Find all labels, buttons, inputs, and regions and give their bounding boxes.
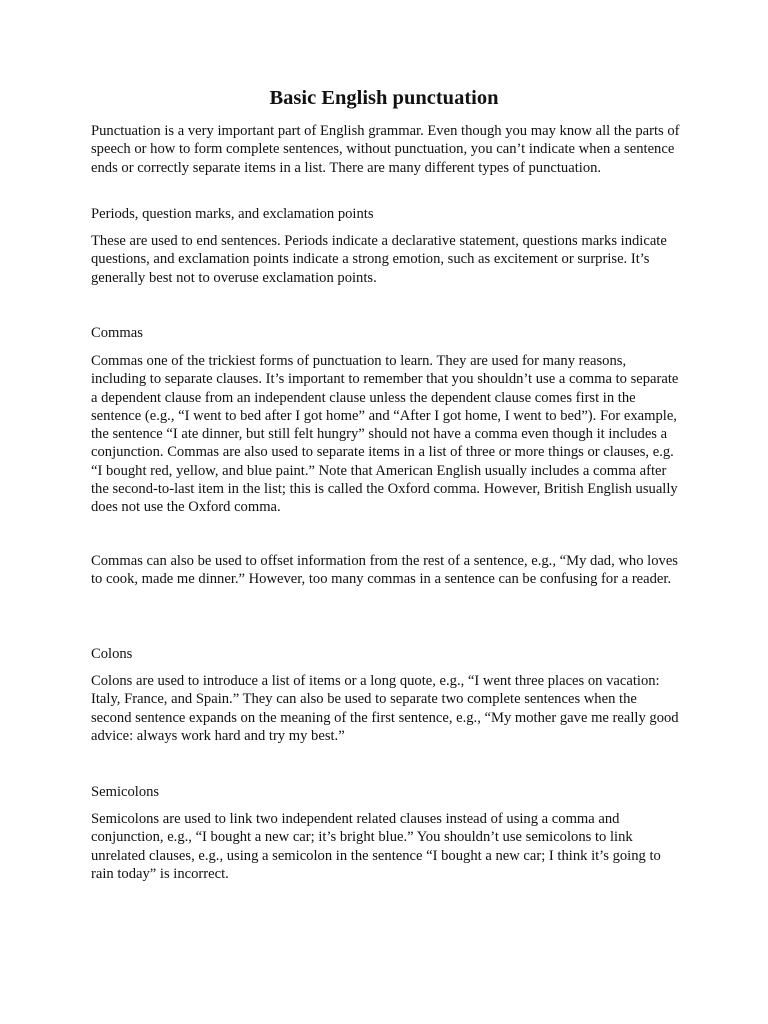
section-heading-semicolons: Semicolons [91, 784, 160, 800]
intro-paragraph: Punctuation is a very important part of English grammar. Even though you may know all the parts of speech or how to form complete sentences, without punctuation, you can’t indicate when a sentence ends or correctly separate items in a list. There are many different types of punctuation. [91, 123, 680, 176]
section-paragraph-commas-2: Commas can also be used to offset information from the rest of a sentence, e.g., “My dad, who loves to cook, made me dinner.” However, too many commas in a sentence can be confusing for a reader. [91, 553, 678, 588]
section-heading-colons: Colons [91, 646, 133, 662]
section-paragraph-commas-1: Commas one of the trickiest forms of punctuation to learn. They are used for many reasons, including to separate clauses. It’s important to remember that you shouldn’t use a comma to separate a dependent clause from an independent clause unless the dependent clause comes first in the sentence (e.g., “I went to bed after I got home” and “After I got home, I went to bed”). For example, the sentence “I ate dinner, but still felt hungry” should not have a comma even though it includes a conjunction. Commas are also used to separate items in a list of three or more things or clauses, e.g. “I bought red, yellow, and blue paint.” Note that American English usually includes a comma after the second-to-last item in the list; this is called the Oxford comma. However, British English usually does not use the Oxford comma. [91, 353, 679, 516]
section-paragraph-colons: Colons are used to introduce a list of items or a long quote, e.g., “I went three places on vacation: Italy, France, and Spain.” They can also be used to separate two complete sentences when the second sentence expands on the meaning of the first sentence, e.g., “My mother gave me really good advice: always work hard and try my best.” [91, 673, 679, 744]
document-title: Basic English punctuation [269, 87, 499, 109]
section-heading-periods: Periods, question marks, and exclamation points [91, 206, 374, 222]
section-paragraph-periods: These are used to end sentences. Periods indicate a declarative statement, questions marks indicate questions, and exclamation points indicate a strong emotion, such as excitement or surprise. It’s generally best not to overuse exclamation points. [91, 233, 667, 286]
section-heading-commas: Commas [91, 325, 143, 341]
section-paragraph-semicolons: Semicolons are used to link two independent related clauses instead of using a comma and conjunction, e.g., “I bought a new car; it’s bright blue.” You shouldn’t use semicolons to link unrelated clauses, e.g., using a semicolon in the sentence “I bought a new car; I think it’s going to rain today” is incorrect. [91, 811, 661, 882]
